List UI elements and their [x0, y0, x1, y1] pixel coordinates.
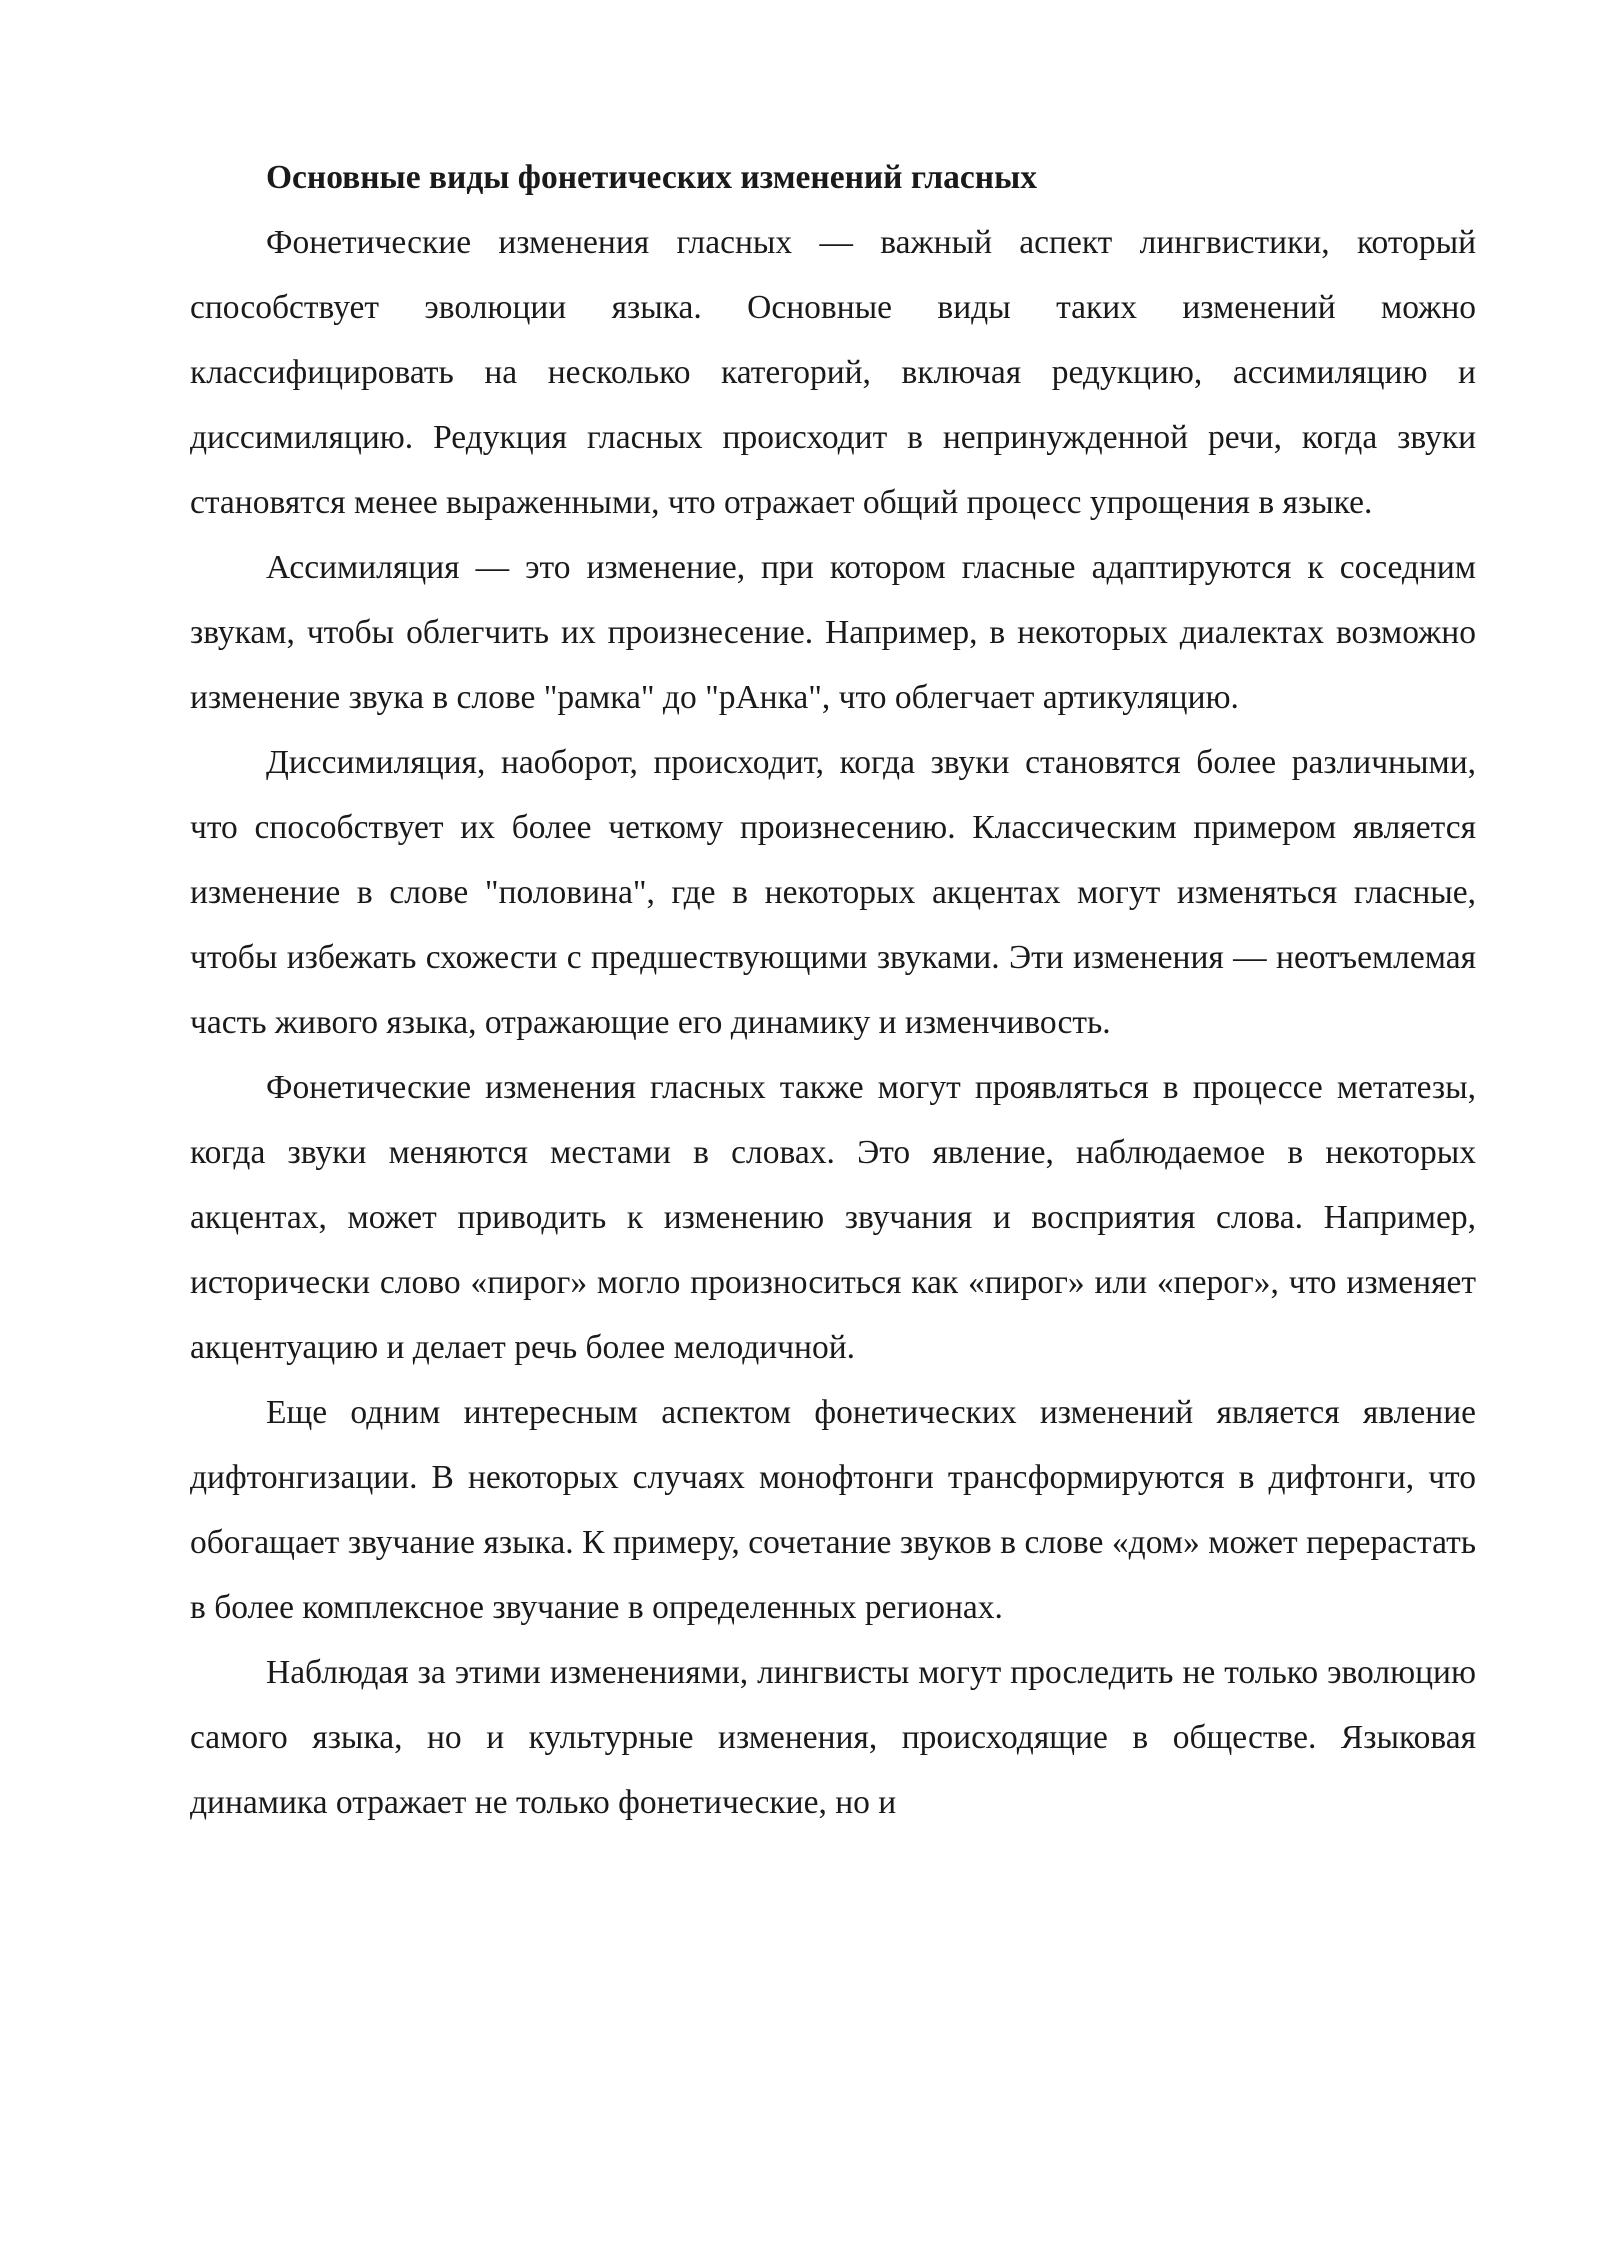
paragraph-intro: Фонетические изменения гласных — важный аспект лингвистики, который способствует эволюции языка. Основные виды таких изменений можно классифицировать на несколько категорий, включая редукцию, ассимиляцию и диссимиляцию. Редукция гласных происходит в непринужденной речи, когда звуки становятся менее выраженными, что отражает общий процесс упрощения в языке. [190, 224, 1476, 521]
document-title: Основные виды фонетических изменений гласных [266, 159, 1037, 196]
paragraph-metathesis: Фонетические изменения гласных также могут проявляться в процессе метатезы, когда звуки меняются местами в словах. Это явление, наблюдаемое в некоторых акцентах, может приводить к изменению звучания и восприятия слова. Например, исторически слово «пирог» могло произноситься как «пирог» или «перог», что изменяет акцентуацию и делает речь более мелодичной. [190, 1069, 1476, 1366]
paragraph-diphthongization: Еще одним интересным аспектом фонетических изменений является явление дифтонгизации. В некоторых случаях монофтонги трансформируются в дифтонги, что обогащает звучание языка. К примеру, сочетание звуков в слове «дом» может перерастать в более комплексное звучание в определенных регионах. [190, 1394, 1476, 1626]
paragraph-assimilation: Ассимиляция — это изменение, при котором гласные адаптируются к соседним звукам, чтобы облегчить их произнесение. Например, в некоторых диалектах возможно изменение звука в слове "рамка" до "рАнка", что облегчает артикуляцию. [190, 549, 1476, 716]
document-body [190, 145, 1476, 1835]
paragraph-dissimilation: Диссимиляция, наоборот, происходит, когда звуки становятся более различными, что способствует их более четкому произнесению. Классическим примером является изменение в слове "половина", где в некоторых акцентах могут изменяться гласные, чтобы избежать схожести с предшествующими звуками. Эти изменения — неотъемлемая часть живого языка, отражающие его динамику и изменчивость. [190, 744, 1476, 1041]
paragraph-conclusion: Наблюдая за этими изменениями, лингвисты могут проследить не только эволюцию самого языка, но и культурные изменения, происходящие в обществе. Языковая динамика отражает не только фонетические, но и [190, 1654, 1476, 1821]
